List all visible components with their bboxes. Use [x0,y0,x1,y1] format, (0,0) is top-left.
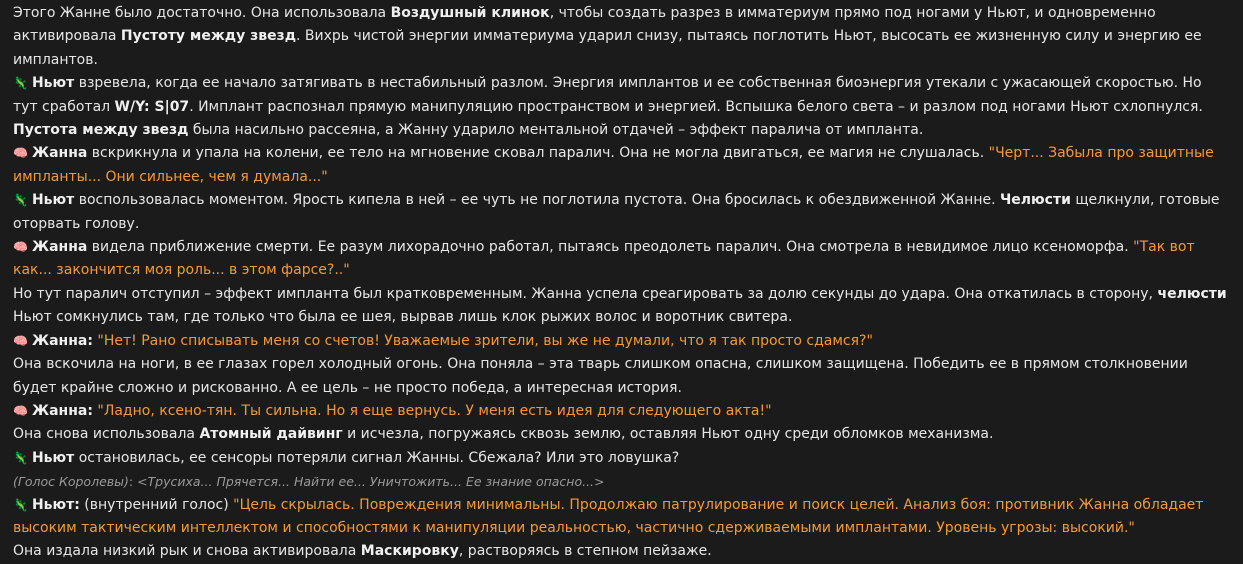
bold-text: W/Y: S|07 [114,98,190,115]
text-segment: : [128,474,138,490]
text-segment: воспользовалась моментом. Ярость кипела в ней – ее чуть не поглотила пустота. Она бросилась к обездвиженной Жанне. [74,192,1000,209]
text-segment: Этого Жанне было достаточно. Она использовала [13,5,391,21]
text-segment: Ньют сомкнулись там, где только что была ее шея, вырвав лишь клок рыжих волос и воротник свитера. [13,309,793,326]
bold-text: Ньют: [31,496,80,513]
bold-text: Жанна [31,239,88,256]
bold-text: Жанна: [31,402,93,419]
brain-icon: 🧠 [13,240,28,255]
bold-text: Ньют [31,75,75,92]
lizard-icon: 🦎 [13,193,28,208]
bold-text: Челюсти [999,192,1071,209]
text-segment: взревела, когда ее начало затягивать в нестабильный разлом. Энергия имплантов и ее собственная биоэнергия утекали с ужасающей скоростью. Но тут сработал [13,75,1202,115]
text-segment: , чтобы создать разрез в имматериум прямо под ногами у Ньют, и одновременно активировала [13,5,1156,45]
chat-paragraph [13,142,1229,189]
quote-text: "Ладно, ксено-тян. Ты сильна. Но я еще вернусь. У меня есть идея для следующего акта!" [97,402,772,419]
chat-paragraph [13,353,1229,400]
chat-paragraph [13,330,1229,353]
bold-text: Жанна: [31,332,93,349]
bold-text: челюсти [1157,285,1227,302]
chat-paragraph [13,2,1229,72]
text-segment: . Имплант распознал прямую манипуляцию пространством и энергией. Вспышка белого света – и разлом под ногами Ньют схлопнулся. [189,98,1203,115]
chat-paragraph [13,72,1229,142]
quote-text: "Цель скрылась. Повреждения минимальны. Продолжаю патрулирование и поиск целей. Анализ боя: противник Жанна обладает высоким тактическим интеллектом и способностями к манипуляции реальностью, частично сдерживаемыми имплантами. Уровень угрозы: высокий." [13,496,1204,536]
chat-paragraph [13,236,1229,283]
text-segment: была насильно рассеяна, а Жанну ударило ментальной отдачей – эффект паралича от импланта. [188,122,924,139]
text-segment: и исчезла, погружаясь сквозь землю, оставляя Ньют одну среди обломков механизма. [342,426,994,443]
text-segment: вскрикнула и упала на колени, ее тело на мгновение сковал паралич. Она не могла двигаться, ее магия не слушалась. [87,145,989,162]
chat-paragraph [13,423,1229,446]
bold-text: Ньют [31,192,75,209]
bold-text: Ньют [31,449,75,466]
text-segment: (внутренний голос) [79,496,234,513]
text-segment: Она снова использовала [13,426,200,443]
brain-icon: 🧠 [13,403,28,418]
bold-text: Жанна [31,145,88,162]
bold-text: Пустоту между звезд [120,28,297,45]
text-segment: <Трусиха... Прячется... Найти ее... Уничтожить... Ее знание опасно...> [137,474,605,490]
text-segment: щелкнули, готовые оторвать голову. [13,192,1220,232]
bold-text: Атомный дайвинг [199,426,343,443]
chat-paragraph [13,283,1229,330]
text-segment: , растворяясь в степном пейзаже. [458,543,712,560]
text-segment: . Вихрь чистой энергии имматериума ударил снизу, пытаясь поглотить Ньют, высосать ее жизненную силу и энергию ее имплантов. [13,28,1202,68]
quote-text: "Нет! Рано списывать меня со счетов! Уважаемые зрители, вы же не думали, что я так просто сдамся?" [97,332,873,349]
bold-text: Воздушный клинок [390,5,550,21]
chat-paragraph [13,447,1229,470]
quote-text: "Так вот как... закончится моя роль... в этом фарсе?.." [13,239,1195,279]
text-segment: остановилась, ее сенсоры потеряли сигнал Жанны. Сбежала? Или это ловушка? [74,449,680,466]
text-segment: Она издала низкий рык и снова активировала [13,543,361,560]
chat-paragraph [13,189,1229,236]
text-segment: Она вскочила на ноги, в ее глазах горел холодный огонь. Она поняла – эта тварь слишком опасна, слишком защищена. Победить ее в прямом столкновении будет крайне сложно и рискованно. А ее цель – не просто победа, а интересная история. [13,356,1188,396]
chat-paragraph [13,470,1229,493]
lizard-icon: 🦎 [13,450,28,465]
text-segment: видела приближение смерти. Ее разум лихорадочно работал, пытаясь преодолеть паралич. Она смотрела в невидимое лицо ксеноморфа. [87,239,1134,256]
quote-text: "Черт... Забыла про защитные импланты... Они сильнее, чем я думала..." [13,145,1214,185]
lizard-icon: 🦎 [13,497,28,512]
text-segment: Но тут паралич отступил – эффект импланта был кратковременным. Жанна успела среагировать за долю секунды до удара. Она откатилась в сторону, [13,285,1158,302]
text-segment: (Голос Королевы) [13,474,129,490]
brain-icon: 🧠 [13,333,28,348]
chat-paragraph [13,400,1229,423]
chat-paragraph [13,540,1229,563]
brain-icon: 🧠 [13,146,28,161]
bold-text: Маскировку [360,543,459,560]
bold-text: Пустота между звезд [13,122,189,139]
lizard-icon: 🦎 [13,76,28,91]
chat-paragraph [13,494,1229,541]
